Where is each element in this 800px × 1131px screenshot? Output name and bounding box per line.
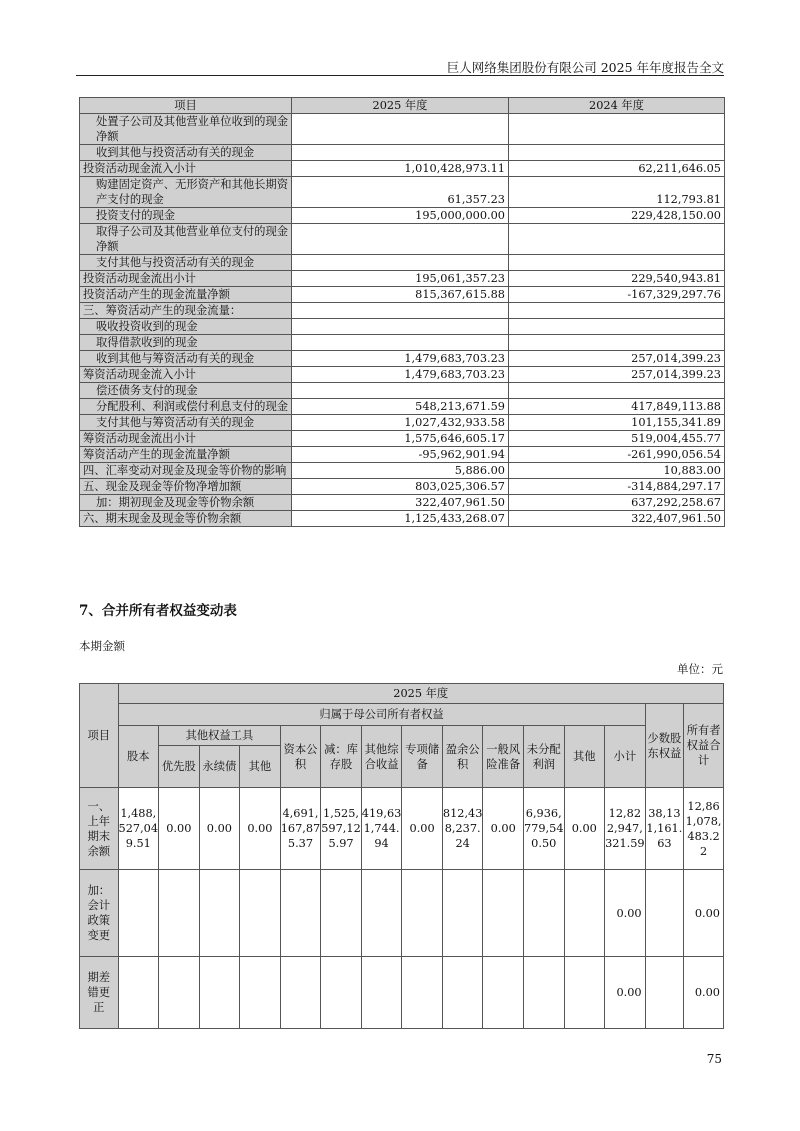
table-row xyxy=(80,447,725,463)
equity-header-preferred: 优先股 xyxy=(159,746,200,788)
row-label: 筹资活动产生的现金流量净额 xyxy=(80,447,292,463)
row-label: 购建固定资产、无形资产和其他长期资产支付的现金 xyxy=(80,177,292,208)
empty-cell xyxy=(483,957,524,1029)
table-row xyxy=(80,161,725,177)
table-row xyxy=(80,271,725,287)
header-rule xyxy=(76,75,724,76)
value-undistributed: 6,936,779,540.50 xyxy=(523,788,564,870)
empty-cell xyxy=(240,957,281,1029)
equity-header-parent: 归属于母公司所有者权益 xyxy=(118,704,645,726)
equity-header-special: 专项储备 xyxy=(402,726,443,788)
empty-cell xyxy=(240,870,281,957)
value-2024: 417,849,113.88 xyxy=(509,399,725,415)
equity-header-perpetual: 永续债 xyxy=(199,746,240,788)
equity-header-item: 项目 xyxy=(80,684,119,788)
row-label: 收到其他与筹资活动有关的现金 xyxy=(80,351,292,367)
value-2024: -314,884,297.17 xyxy=(509,479,725,495)
cashflow-header-2025: 2025 年度 xyxy=(292,98,509,114)
equity-header-other-sub: 其他 xyxy=(240,746,281,788)
value-2024: 62,211,646.05 xyxy=(509,161,725,177)
value-2025: 1,575,646,605.17 xyxy=(292,431,509,447)
table-row xyxy=(80,431,725,447)
value-2025 xyxy=(292,335,509,351)
equity-table xyxy=(79,683,724,1029)
empty-cell xyxy=(645,957,684,1029)
value-2024 xyxy=(509,114,725,145)
empty-cell xyxy=(280,870,321,957)
value-2024: 10,883.00 xyxy=(509,463,725,479)
row-label: 吸收投资收到的现金 xyxy=(80,319,292,335)
equity-header-subtotal: 小计 xyxy=(605,726,646,788)
table-row xyxy=(80,957,724,1029)
row-label: 三、筹资活动产生的现金流量： xyxy=(80,303,292,319)
empty-cell xyxy=(159,957,200,1029)
value-oci: 419,631,744.94 xyxy=(361,788,402,870)
value-2024 xyxy=(509,303,725,319)
value-2025 xyxy=(292,114,509,145)
row-label: 加：期初现金及现金等价物余额 xyxy=(80,495,292,511)
row-label: 支付其他与筹资活动有关的现金 xyxy=(80,415,292,431)
value-2024: 257,014,399.23 xyxy=(509,351,725,367)
row-label: 筹资活动现金流入小计 xyxy=(80,367,292,383)
row-label: 偿还债务支付的现金 xyxy=(80,383,292,399)
equity-header-surplus: 盈余公积 xyxy=(442,726,483,788)
value-2024 xyxy=(509,255,725,271)
value-2025: 803,025,306.57 xyxy=(292,479,509,495)
empty-cell xyxy=(402,870,443,957)
row-label: 分配股利、利润或偿付利息支付的现金 xyxy=(80,399,292,415)
cashflow-header-2024: 2024 年度 xyxy=(509,98,725,114)
table-row xyxy=(80,870,724,957)
table-row xyxy=(80,255,725,271)
row-label: 筹资活动现金流出小计 xyxy=(80,431,292,447)
value-subtotal: 0.00 xyxy=(605,957,646,1029)
value-subtotal: 0.00 xyxy=(605,870,646,957)
table-row xyxy=(80,788,724,870)
table-row xyxy=(80,399,725,415)
cashflow-header-item: 项目 xyxy=(80,98,292,114)
table-row xyxy=(80,335,725,351)
row-label: 投资活动产生的现金流量净额 xyxy=(80,287,292,303)
value-other: 0.00 xyxy=(564,788,605,870)
equity-header-row-3 xyxy=(80,726,724,746)
value-special: 0.00 xyxy=(402,788,443,870)
cashflow-table xyxy=(79,97,725,527)
empty-cell xyxy=(523,870,564,957)
empty-cell xyxy=(118,870,159,957)
value-total: 0.00 xyxy=(684,957,724,1029)
value-2024: -261,990,056.54 xyxy=(509,447,725,463)
period-label: 本期金额 xyxy=(79,639,125,653)
row-label: 一、上年期末余额 xyxy=(80,788,119,870)
value-preferred: 0.00 xyxy=(159,788,200,870)
equity-header-treasury: 减：库存股 xyxy=(321,726,362,788)
empty-cell xyxy=(361,957,402,1029)
section-title: 7、合并所有者权益变动表 xyxy=(79,603,237,619)
equity-header-oci: 其他综合收益 xyxy=(361,726,402,788)
value-2025: 1,027,432,933.58 xyxy=(292,415,509,431)
table-row xyxy=(80,511,725,527)
value-2025: -95,962,901.94 xyxy=(292,447,509,463)
value-2025: 5,886.00 xyxy=(292,463,509,479)
value-2024: 519,004,455.77 xyxy=(509,431,725,447)
table-row xyxy=(80,224,725,255)
cashflow-header-row xyxy=(80,98,725,114)
row-label: 期差错更正 xyxy=(80,957,119,1029)
table-row xyxy=(80,177,725,208)
empty-cell xyxy=(118,957,159,1029)
value-other-sub: 0.00 xyxy=(240,788,281,870)
equity-header-undistributed: 未分配利润 xyxy=(523,726,564,788)
empty-cell xyxy=(442,870,483,957)
value-2024 xyxy=(509,319,725,335)
row-label: 四、汇率变动对现金及现金等价物的影响 xyxy=(80,463,292,479)
value-2024 xyxy=(509,224,725,255)
value-2025 xyxy=(292,255,509,271)
value-2024 xyxy=(509,335,725,351)
unit-label: 单位：元 xyxy=(677,662,723,676)
equity-header-row-1 xyxy=(80,684,724,704)
value-2025: 61,357.23 xyxy=(292,177,509,208)
table-row xyxy=(80,367,725,383)
equity-header-other-equity: 其他权益工具 xyxy=(159,726,281,746)
empty-cell xyxy=(199,870,240,957)
empty-cell xyxy=(321,870,362,957)
row-label: 支付其他与投资活动有关的现金 xyxy=(80,255,292,271)
table-row xyxy=(80,495,725,511)
equity-header-capital-reserve: 资本公积 xyxy=(280,726,321,788)
empty-cell xyxy=(280,957,321,1029)
value-capital-reserve: 4,691,167,875.37 xyxy=(280,788,321,870)
row-label: 投资支付的现金 xyxy=(80,208,292,224)
value-2025 xyxy=(292,319,509,335)
value-2025: 1,479,683,703.23 xyxy=(292,367,509,383)
empty-cell xyxy=(402,957,443,1029)
value-2024 xyxy=(509,383,725,399)
row-label: 取得借款收到的现金 xyxy=(80,335,292,351)
value-treasury: 1,525,597,125.97 xyxy=(321,788,362,870)
value-2024: 637,292,258.67 xyxy=(509,495,725,511)
empty-cell xyxy=(564,870,605,957)
value-risk: 0.00 xyxy=(483,788,524,870)
value-2025: 1,125,433,268.07 xyxy=(292,511,509,527)
value-2024: 322,407,961.50 xyxy=(509,511,725,527)
page-number: 75 xyxy=(706,1052,722,1066)
table-row xyxy=(80,415,725,431)
value-2025 xyxy=(292,383,509,399)
value-2025: 815,367,615.88 xyxy=(292,287,509,303)
value-2024 xyxy=(509,145,725,161)
value-total: 0.00 xyxy=(684,870,724,957)
value-2025: 1,479,683,703.23 xyxy=(292,351,509,367)
row-label: 加：会计政策变更 xyxy=(80,870,119,957)
equity-header-row-2 xyxy=(80,704,724,726)
table-row xyxy=(80,351,725,367)
value-2025: 548,213,671.59 xyxy=(292,399,509,415)
empty-cell xyxy=(645,870,684,957)
table-row xyxy=(80,145,725,161)
empty-cell xyxy=(483,870,524,957)
value-2025: 1,010,428,973.11 xyxy=(292,161,509,177)
empty-cell xyxy=(321,957,362,1029)
value-2024: 229,428,150.00 xyxy=(509,208,725,224)
table-row xyxy=(80,479,725,495)
page-header: 巨人网络集团股份有限公司 2025 年年度报告全文 xyxy=(446,60,724,75)
table-row xyxy=(80,463,725,479)
empty-cell xyxy=(442,957,483,1029)
value-2024: -167,329,297.76 xyxy=(509,287,725,303)
row-label: 取得子公司及其他营业单位支付的现金净额 xyxy=(80,224,292,255)
row-label: 六、期末现金及现金等价物余额 xyxy=(80,511,292,527)
value-2025 xyxy=(292,145,509,161)
table-row xyxy=(80,383,725,399)
empty-cell xyxy=(361,870,402,957)
equity-header-share: 股本 xyxy=(118,726,159,788)
table-row xyxy=(80,319,725,335)
table-row xyxy=(80,208,725,224)
equity-header-other: 其他 xyxy=(564,726,605,788)
value-surplus: 812,438,237.24 xyxy=(442,788,483,870)
table-row xyxy=(80,303,725,319)
value-share: 1,488,527,049.51 xyxy=(118,788,159,870)
value-2025: 322,407,961.50 xyxy=(292,495,509,511)
value-minority: 38,131,161.63 xyxy=(645,788,684,870)
value-2025 xyxy=(292,303,509,319)
row-label: 投资活动现金流出小计 xyxy=(80,271,292,287)
table-row xyxy=(80,287,725,303)
value-2025 xyxy=(292,224,509,255)
equity-header-minority: 少数股东权益 xyxy=(645,704,684,788)
equity-header-year: 2025 年度 xyxy=(118,684,723,704)
value-2024: 112,793.81 xyxy=(509,177,725,208)
table-row xyxy=(80,114,725,145)
value-2024: 257,014,399.23 xyxy=(509,367,725,383)
equity-header-risk: 一般风险准备 xyxy=(483,726,524,788)
equity-header-total: 所有者权益合计 xyxy=(684,704,724,788)
empty-cell xyxy=(523,957,564,1029)
empty-cell xyxy=(159,870,200,957)
value-total: 12,861,078,483.22 xyxy=(684,788,724,870)
value-subtotal: 12,822,947,321.59 xyxy=(605,788,646,870)
value-2024: 101,155,341.89 xyxy=(509,415,725,431)
empty-cell xyxy=(199,957,240,1029)
value-2025: 195,000,000.00 xyxy=(292,208,509,224)
value-2024: 229,540,943.81 xyxy=(509,271,725,287)
value-perpetual: 0.00 xyxy=(199,788,240,870)
empty-cell xyxy=(564,957,605,1029)
row-label: 五、现金及现金等价物净增加额 xyxy=(80,479,292,495)
row-label: 处置子公司及其他营业单位收到的现金净额 xyxy=(80,114,292,145)
value-2025: 195,061,357.23 xyxy=(292,271,509,287)
row-label: 收到其他与投资活动有关的现金 xyxy=(80,145,292,161)
row-label: 投资活动现金流入小计 xyxy=(80,161,292,177)
